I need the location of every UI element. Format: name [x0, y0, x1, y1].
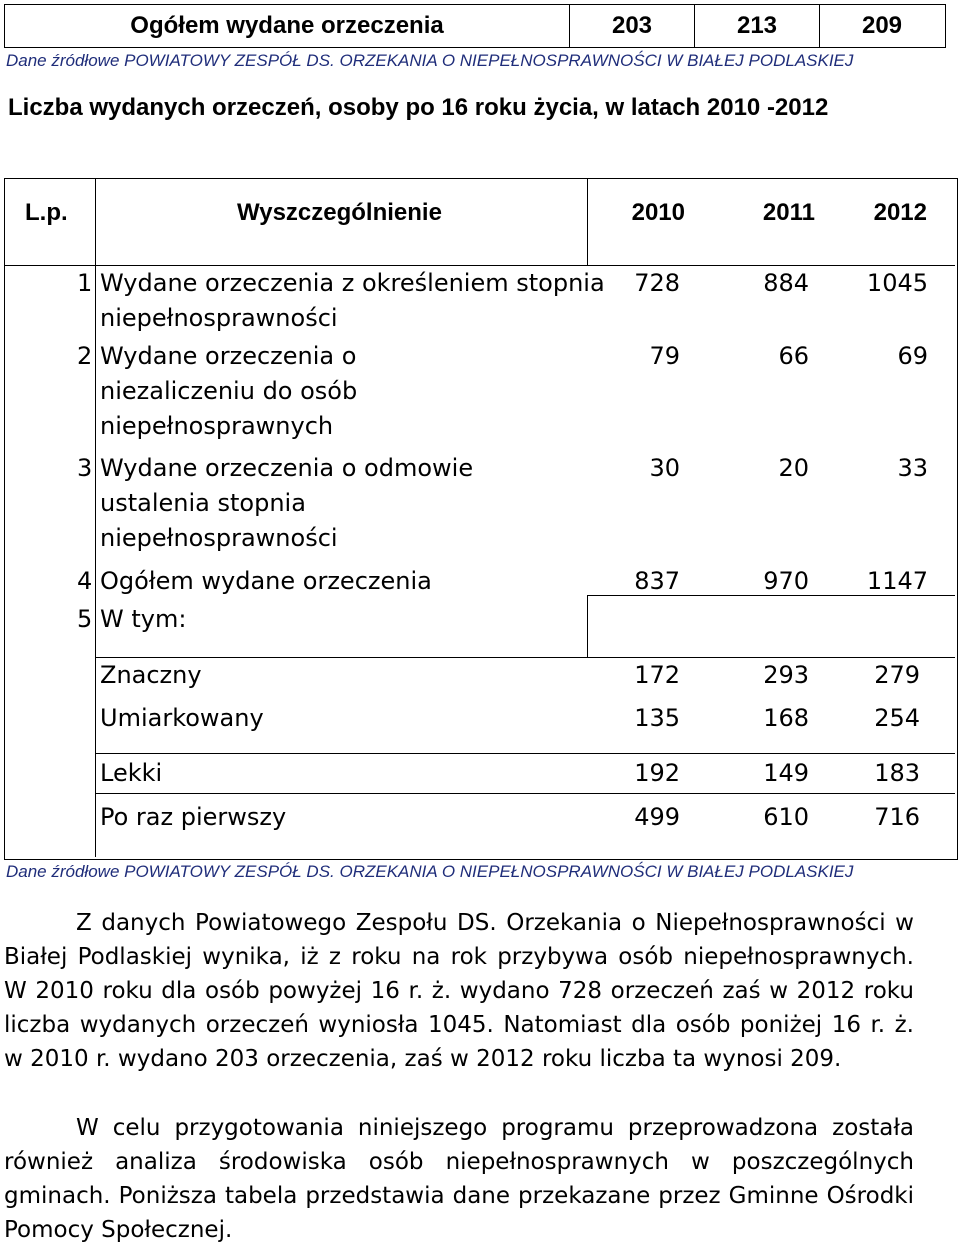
row-value-2011: 20 — [778, 454, 809, 482]
subrow-label: Lekki — [100, 759, 163, 787]
row-label-line: Wydane orzeczenia o odmowie — [100, 454, 474, 482]
summary-label: Ogółem wydane orzeczenia — [5, 5, 570, 47]
subrow-value-2011: 610 — [763, 803, 809, 831]
row-value-2010: 79 — [649, 342, 680, 370]
row-value-2011: 884 — [763, 269, 809, 297]
header-2011: 2011 — [762, 199, 815, 226]
row-label-line: niezaliczeniu do osób — [100, 377, 358, 405]
subrow-value-2012: 254 — [874, 704, 920, 732]
header-2012: 2012 — [873, 199, 927, 226]
row-value-2010: 728 — [634, 269, 680, 297]
summary-row — [4, 4, 946, 48]
row-number: 1 — [77, 269, 93, 297]
row-value-2012: 69 — [897, 342, 928, 370]
row-label-line: Ogółem wydane orzeczenia — [100, 567, 432, 595]
row-number: 2 — [77, 342, 93, 370]
row-label-line: niepełnosprawności — [100, 304, 338, 332]
summary-value-2010: 203 — [570, 5, 695, 47]
summary-value-2012: 209 — [861, 12, 903, 39]
row-number: 3 — [77, 454, 93, 482]
row-label-line: Wydane orzeczenia z określeniem stopnia — [100, 269, 605, 297]
row-value-2010: 837 — [634, 567, 680, 595]
subrow-value-2010: 499 — [634, 803, 680, 831]
row-value-2012: 33 — [897, 454, 928, 482]
row-value-2011: 66 — [778, 342, 809, 370]
row-label-line: ustalenia stopnia — [100, 489, 306, 517]
section-heading: Liczba wydanych orzeczeń, osoby po 16 roku życia, w latach 2010 -2012 — [8, 94, 829, 121]
row-label-line: W tym: — [100, 605, 187, 633]
subrow-value-2010: 135 — [634, 704, 680, 732]
subrow-label: Umiarkowany — [100, 704, 264, 732]
row-label-line: Wydane orzeczenia o — [100, 342, 357, 370]
subrow-value-2010: 192 — [634, 759, 680, 787]
data-table — [4, 178, 958, 860]
body-paragraph: Z danych Powiatowego Zespołu DS. Orzekania o Niepełnosprawności w Białej Podlaskiej wynika, iż z roku na rok przybywa osób niepełnosprawnych. W 2010 roku dla osób powyżej 16 r. ż. wydano 728 orzeczeń zaś w 2012 roku liczba wydanych orzeczeń wyniosła 1045. Natomiast dla osób poniżej 16 r. ż. w 2010 r. wydano 203 orzeczenia, zaś w 2012 roku liczba ta wynosi 209. — [4, 910, 914, 1072]
row-value-2011: 970 — [763, 567, 809, 595]
subrow-value-2010: 172 — [634, 661, 680, 689]
source-note-top: Dane źródłowe POWIATOWY ZESPÓŁ DS. ORZEKANIA O NIEPEŁNOSPRAWNOŚCI W BIAŁEJ PODLASKIEJ — [6, 51, 854, 70]
source-note-bottom: Dane źródłowe POWIATOWY ZESPÓŁ DS. ORZEKANIA O NIEPEŁNOSPRAWNOŚCI W BIAŁEJ PODLASKIEJ — [6, 862, 854, 881]
subrow-label: Po raz pierwszy — [100, 803, 287, 831]
subrow-value-2011: 168 — [763, 704, 809, 732]
row-label-line: niepełnosprawności — [100, 524, 338, 552]
row-value-2012: 1147 — [866, 567, 928, 595]
row-number: 5 — [77, 605, 93, 633]
row-label-line: niepełnosprawnych — [100, 412, 334, 440]
body-paragraph: W celu przygotowania niniejszego programu przeprowadzona została również analiza środowiska osób niepełnosprawnych w poszczególnych gminach. Poniższa tabela przedstawia dane przekazane przez Gminne Ośrodki Pomocy Społecznej. — [4, 1115, 914, 1243]
row-value-2010: 30 — [649, 454, 680, 482]
subrow-label: Znaczny — [100, 661, 202, 689]
summary-value-2011: 213 — [695, 5, 820, 47]
row-number: 4 — [77, 567, 93, 595]
header-2010: 2010 — [631, 199, 685, 226]
header-lp: L.p. — [25, 199, 68, 226]
header-description: Wyszczególnienie — [237, 199, 442, 226]
subrow-value-2011: 293 — [763, 661, 809, 689]
subrow-value-2012: 183 — [874, 759, 920, 787]
subrow-value-2012: 716 — [874, 803, 920, 831]
subrow-value-2012: 279 — [874, 661, 920, 689]
row-value-2012: 1045 — [866, 269, 928, 297]
subrow-value-2011: 149 — [763, 759, 809, 787]
